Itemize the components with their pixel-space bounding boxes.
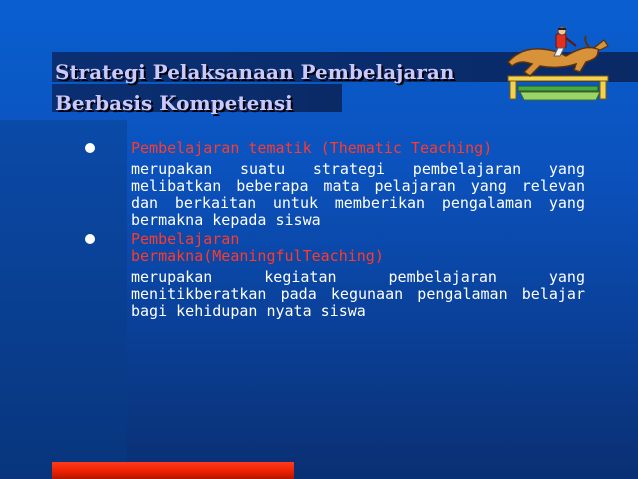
item-body: merupakan kegiatan pembelajaran yang menitikberatkan pada kegunaan pengalaman belajar bagi kehidupan nyata siswa xyxy=(131,268,585,320)
horse-jumping-icon xyxy=(500,26,618,102)
bullet-list xyxy=(85,140,585,320)
item-body: merupakan suatu strategi pembelajaran yang melibatkan beberapa mata pelajaran yang relevan dan berkaitan untuk memberikan pengalaman yang bermakna kepada siswa xyxy=(131,160,585,229)
slide-title xyxy=(55,57,515,119)
title-line-2: Berbasis Kompetensi xyxy=(55,91,293,115)
bullet-icon xyxy=(85,234,95,244)
list-item xyxy=(85,140,585,229)
list-item xyxy=(85,231,585,320)
item-heading-line-2: bermakna(MeaningfulTeaching) xyxy=(131,247,384,265)
title-line-1: Strategi Pelaksanaan Pembelajaran xyxy=(55,60,455,84)
item-heading: Pembelajaran tematik (Thematic Teaching) xyxy=(131,139,493,157)
bottom-accent-bar xyxy=(52,462,294,479)
item-heading xyxy=(131,231,585,265)
bullet-icon xyxy=(85,143,95,153)
item-heading-line-1: Pembelajaran xyxy=(131,230,240,248)
